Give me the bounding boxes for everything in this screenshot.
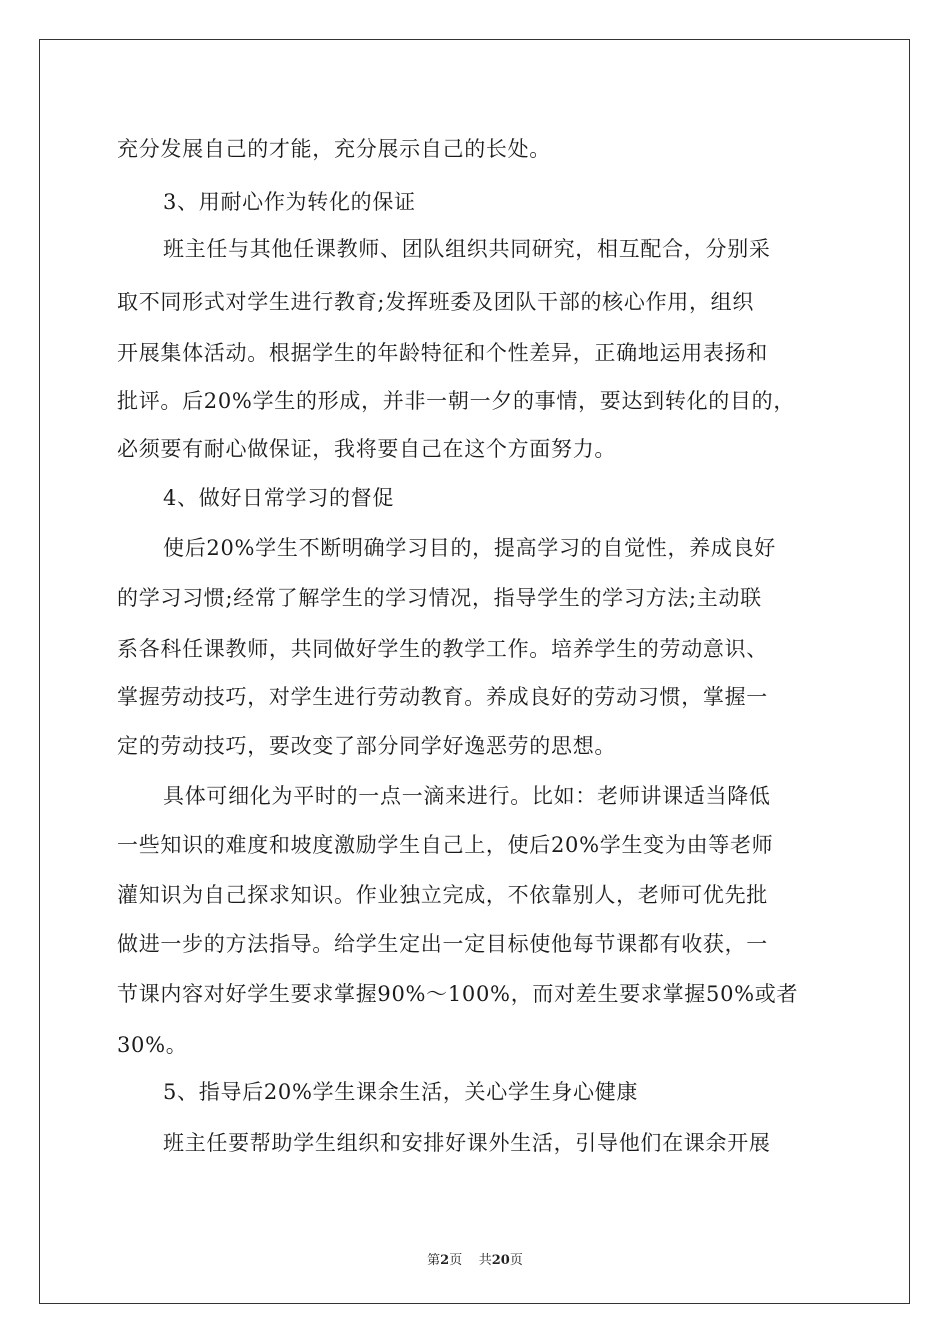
total-prefix: 共 <box>478 1253 492 1268</box>
text-line: 节课内容对好学生要求掌握90%～100%，而对差生要求掌握50%或者 <box>117 982 799 1006</box>
total-suffix: 页 <box>509 1253 523 1268</box>
page-footer <box>0 1249 950 1268</box>
text-line: 定的劳动技巧，要改变了部分同学好逸恶劳的思想。 <box>117 734 617 758</box>
text-line: 取不同形式对学生进行教育;发挥班委及团队干部的核心作用，组织 <box>117 290 755 314</box>
page-number: 2 <box>440 1253 450 1268</box>
section-heading: 4、做好日常学习的督促 <box>163 486 395 510</box>
text-line: 使后20%学生不断明确学习目的，提高学习的自觉性，养成良好 <box>163 536 776 560</box>
text-line: 的学习习惯;经常了解学生的学习情况，指导学生的学习方法;主动联 <box>117 586 762 610</box>
text-line: 具体可细化为平时的一点一滴来进行。比如：老师讲课适当降低 <box>163 784 771 808</box>
page-suffix: 页 <box>449 1253 463 1268</box>
text-line: 批评。后20%学生的形成，并非一朝一夕的事情，要达到转化的目的， <box>117 389 796 413</box>
page-border <box>39 39 910 1304</box>
text-line: 30%。 <box>117 1033 188 1057</box>
text-line: 灌知识为自己探求知识。作业独立完成，不依靠别人，老师可优先批 <box>117 883 768 907</box>
text-line: 必须要有耐心做保证，我将要自己在这个方面努力。 <box>117 437 617 461</box>
section-heading: 5、指导后20%学生课余生活，关心学生身心健康 <box>163 1080 639 1104</box>
text-line: 掌握劳动技巧，对学生进行劳动教育。养成良好的劳动习惯，掌握一 <box>117 685 768 709</box>
text-line: 一些知识的难度和坡度激励学生自己上，使后20%学生变为由等老师 <box>117 833 774 857</box>
text-line: 班主任要帮助学生组织和安排好课外生活，引导他们在课余开展 <box>163 1131 771 1155</box>
text-line: 系各科任课教师，共同做好学生的教学工作。培养学生的劳动意识、 <box>117 637 768 661</box>
text-line: 充分发展自己的才能，充分展示自己的长处。 <box>117 137 551 161</box>
text-line: 班主任与其他任课教师、团队组织共同研究，相互配合，分别采 <box>163 237 771 261</box>
section-heading: 3、用耐心作为转化的保证 <box>163 190 416 214</box>
text-line: 做进一步的方法指导。给学生定出一定目标使他每节课都有收获，一 <box>117 932 768 956</box>
page-prefix: 第 <box>427 1253 441 1268</box>
total-pages: 20 <box>491 1253 510 1268</box>
text-line: 开展集体活动。根据学生的年龄特征和个性差异，正确地运用表扬和 <box>117 341 768 365</box>
